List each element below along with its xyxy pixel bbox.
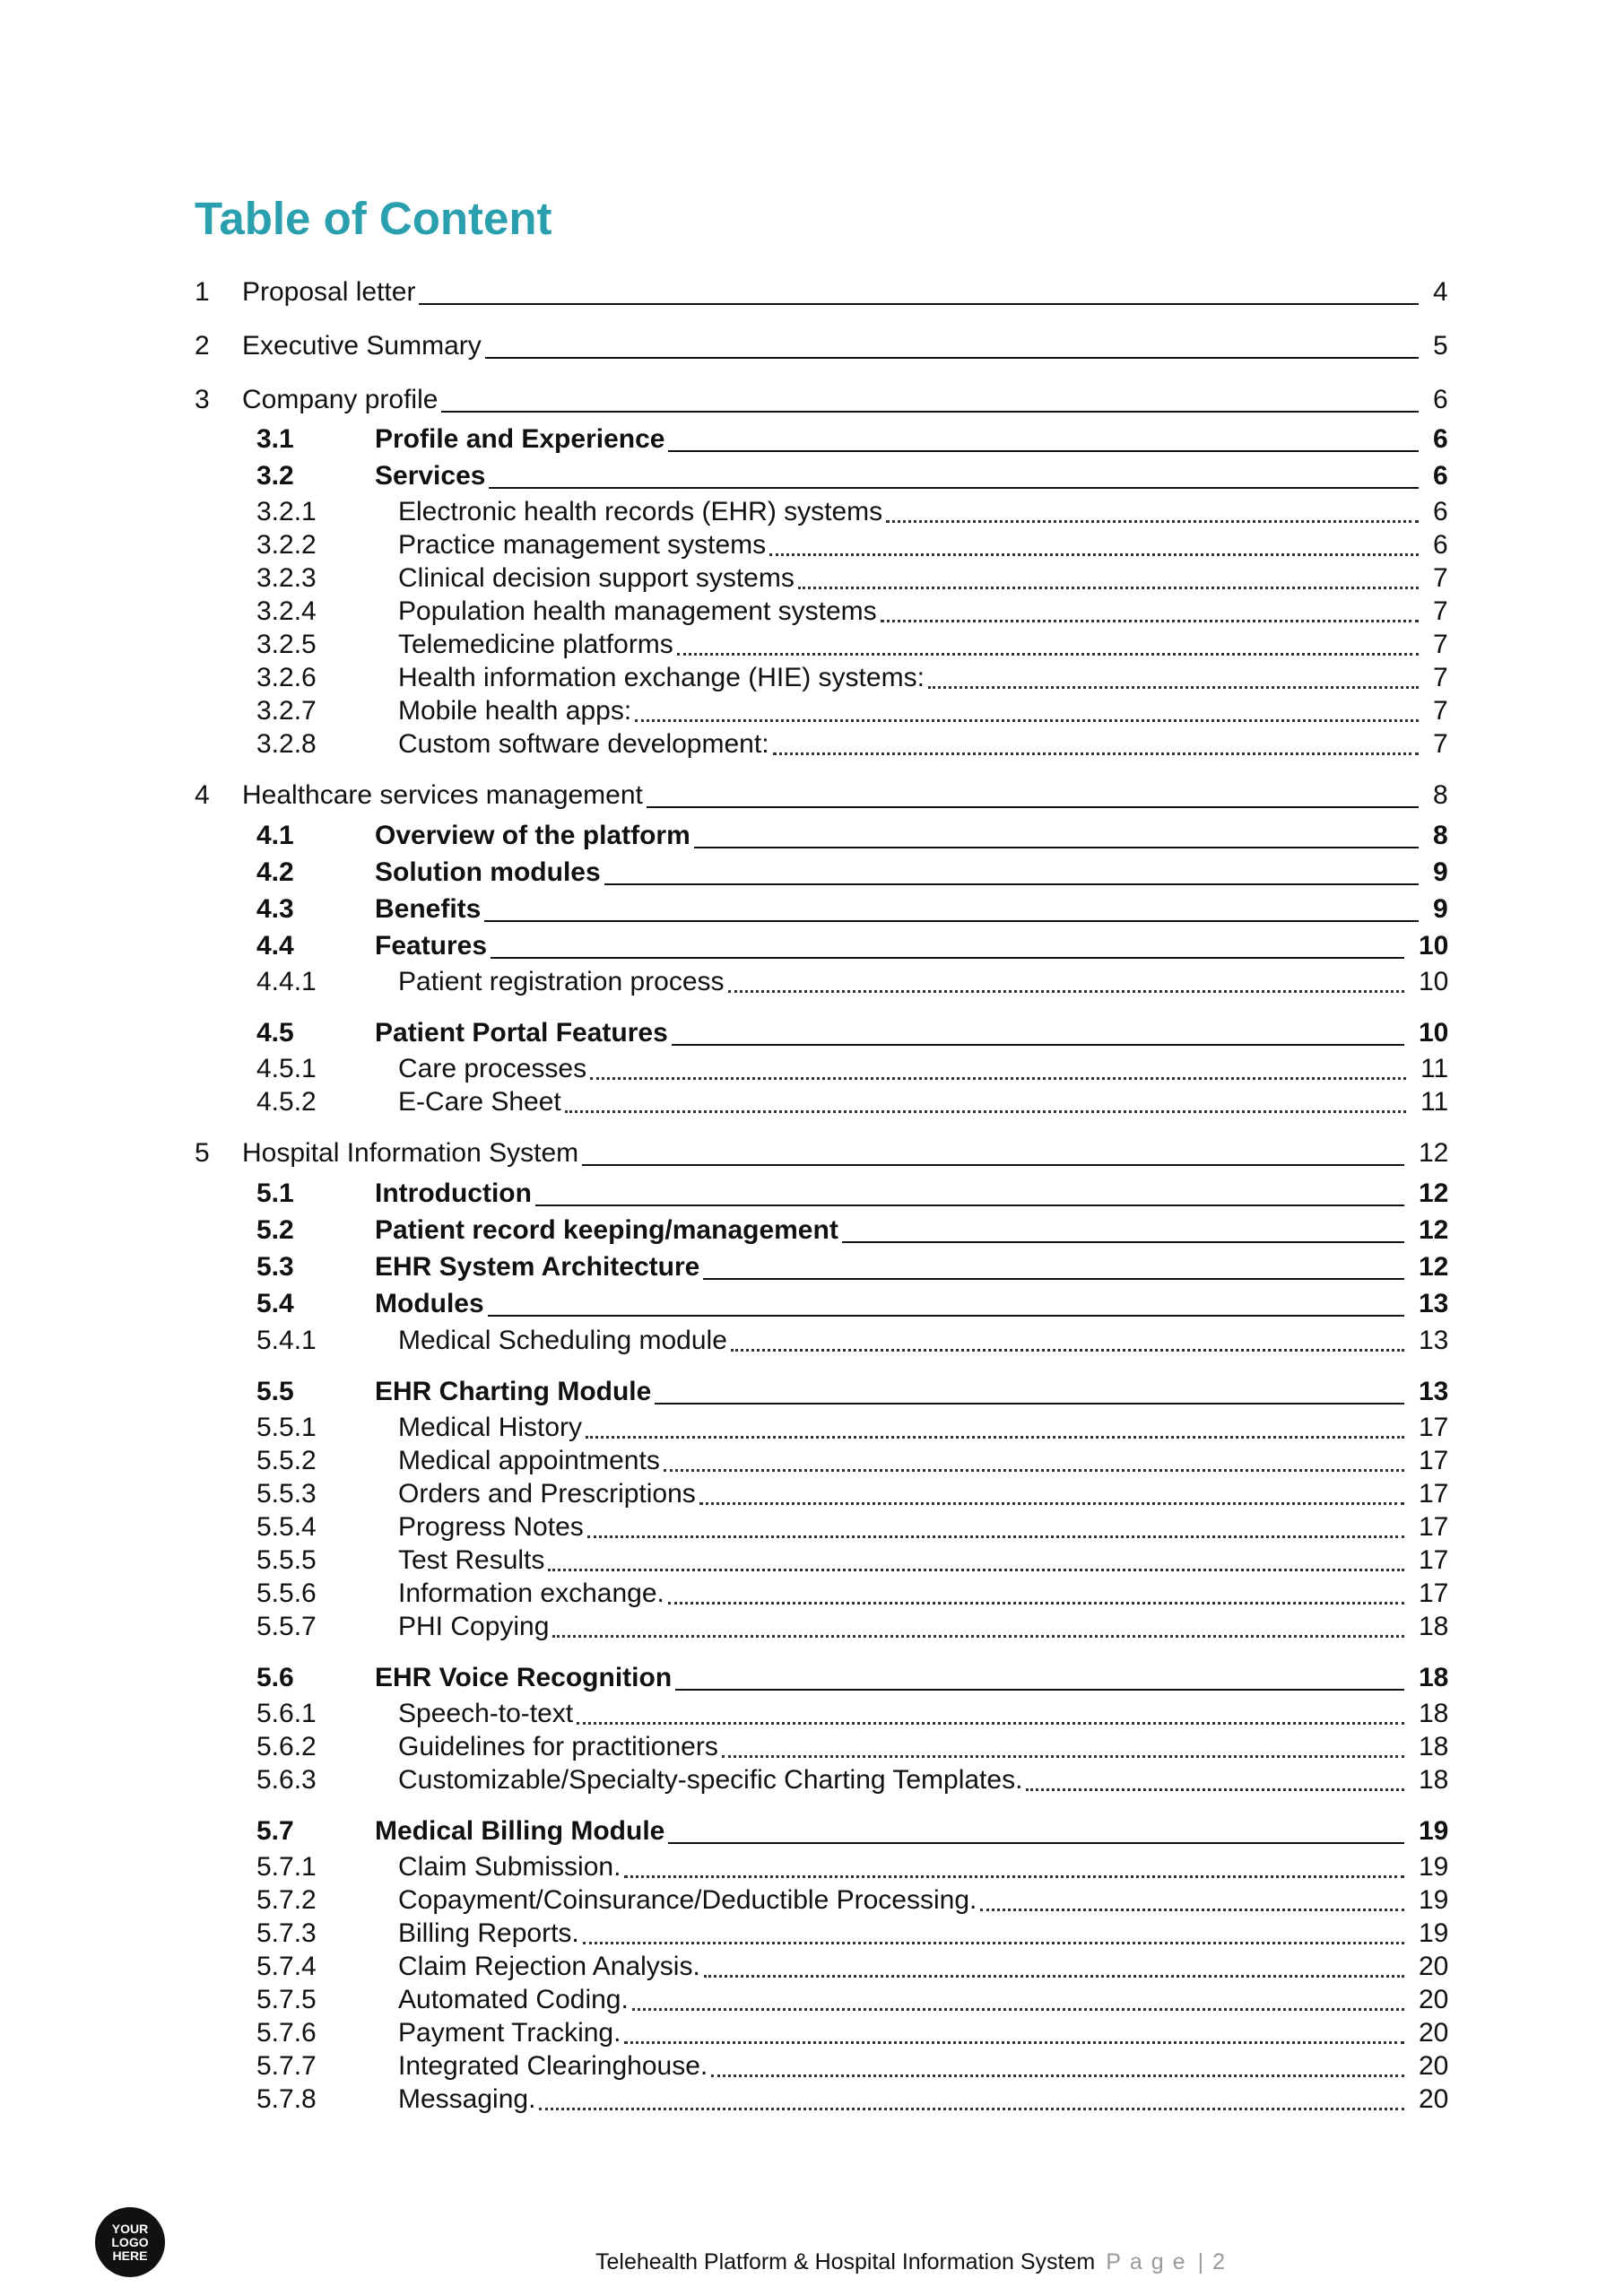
toc-entry-title: Healthcare services management — [242, 780, 643, 810]
toc-entry-number: 3.1 — [256, 424, 294, 454]
toc-entry-page: 12 — [1419, 1138, 1449, 1168]
toc-entry-leader — [582, 1137, 1404, 1166]
toc-entry-page: 9 — [1433, 894, 1448, 924]
toc-entry-page: 11 — [1420, 1054, 1449, 1083]
toc-entry-number: 5.3 — [256, 1252, 294, 1282]
toc-entry[interactable] — [0, 1214, 1624, 1247]
toc-entry-number: 5.2 — [256, 1215, 294, 1245]
toc-entry[interactable] — [0, 1764, 1624, 1796]
toc-entry-page: 8 — [1433, 821, 1448, 850]
toc-entry-number: 4.4.1 — [256, 967, 317, 996]
toc-entry[interactable] — [0, 1851, 1624, 1883]
toc-entry-number: 5.7.5 — [256, 1985, 317, 2014]
toc-entry-page: 18 — [1419, 1612, 1449, 1641]
toc-entry-number: 5.5.5 — [256, 1545, 317, 1575]
toc-entry-page: 20 — [1419, 2018, 1449, 2048]
toc-entry-page: 18 — [1419, 1699, 1449, 1728]
toc-entry-number: 5.6.3 — [256, 1765, 317, 1795]
toc-entry-leader — [928, 662, 1419, 689]
toc-entry-number: 3.2.2 — [256, 530, 317, 560]
toc-entry[interactable] — [0, 1662, 1624, 1694]
toc-entry-title: Modules — [375, 1289, 484, 1318]
toc-entry-number: 4.2 — [256, 857, 294, 887]
toc-entry-leader — [484, 893, 1419, 922]
toc-entry-title: Medical Scheduling module — [398, 1326, 727, 1355]
toc-entry-leader — [711, 2050, 1404, 2077]
toc-entry-number: 5.7.6 — [256, 2018, 317, 2048]
toc-entry-title: Overview of the platform — [375, 821, 690, 850]
toc-entry-page: 9 — [1433, 857, 1448, 887]
toc-entry-title: Billing Reports. — [398, 1918, 579, 1948]
toc-entry[interactable] — [0, 966, 1624, 998]
toc-entry[interactable] — [0, 1578, 1624, 1610]
toc-entry[interactable] — [0, 2083, 1624, 2116]
toc-entry-number: 5.7 — [256, 1816, 294, 1846]
toc-entry-title: Customizable/Specialty-specific Charting Templates. — [398, 1765, 1023, 1795]
toc-entry-title: Services — [375, 461, 486, 491]
toc-entry-leader — [604, 857, 1419, 885]
toc-entry-page: 18 — [1419, 1732, 1449, 1761]
toc-entry-page: 6 — [1433, 497, 1448, 526]
toc-entry-number: 5.4 — [256, 1289, 294, 1318]
toc-entry-leader — [488, 1288, 1404, 1317]
toc-entry-page: 17 — [1419, 1479, 1449, 1509]
toc-entry-leader — [842, 1214, 1404, 1243]
toc-entry-title: Solution modules — [375, 857, 601, 887]
toc-entry-leader — [635, 695, 1419, 722]
toc-entry-title: Patient record keeping/management — [375, 1215, 838, 1245]
toc-entry[interactable] — [0, 562, 1624, 595]
toc-entry-leader — [668, 1578, 1404, 1605]
toc-entry[interactable] — [0, 2050, 1624, 2083]
toc-entry-leader — [668, 423, 1419, 452]
toc-entry[interactable] — [0, 728, 1624, 761]
toc-entry-title: Electronic health records (EHR) systems — [398, 497, 883, 526]
toc-entry-leader — [699, 1478, 1404, 1505]
toc-entry[interactable] — [0, 1544, 1624, 1577]
toc-entry-number: 5.5.4 — [256, 1512, 317, 1542]
toc-entry-page: 19 — [1419, 1816, 1449, 1846]
toc-entry-page: 4 — [1433, 277, 1448, 307]
toc-entry-leader — [668, 1815, 1404, 1844]
toc-entry-page: 13 — [1419, 1326, 1449, 1355]
toc-entry[interactable] — [0, 1288, 1624, 1320]
toc-entry-leader — [704, 1951, 1404, 1978]
toc-entry[interactable] — [0, 1376, 1624, 1408]
toc-entry-leader — [586, 1412, 1404, 1439]
toc-entry[interactable] — [0, 695, 1624, 727]
toc-entry-leader — [535, 1178, 1404, 1206]
toc-entry-page: 17 — [1419, 1413, 1449, 1442]
toc-entry[interactable] — [0, 1445, 1624, 1477]
toc-entry-page: 19 — [1419, 1852, 1449, 1882]
toc-entry-number: 3.2.1 — [256, 497, 317, 526]
toc-entry[interactable] — [0, 1731, 1624, 1763]
toc-entry-number: 5.7.3 — [256, 1918, 317, 1948]
toc-entry-page: 17 — [1419, 1578, 1449, 1608]
toc-entry-leader — [548, 1544, 1404, 1571]
logo-badge — [95, 2207, 165, 2277]
toc-entry-number: 3.2 — [256, 461, 294, 491]
toc-entry-number: 5.7.4 — [256, 1952, 317, 1981]
toc-entry-number: 4.4 — [256, 931, 294, 961]
toc-entry-number: 5.6.1 — [256, 1699, 317, 1728]
toc-entry-number: 3.2.6 — [256, 663, 317, 692]
toc-entry-title: Test Results — [398, 1545, 545, 1575]
toc-entry[interactable] — [0, 1017, 1624, 1049]
toc-entry-title: Introduction — [375, 1178, 532, 1208]
toc-entry-title: Practice management systems — [398, 530, 767, 560]
toc-entry[interactable] — [0, 1511, 1624, 1544]
toc-entry-page: 13 — [1419, 1377, 1449, 1406]
toc-entry[interactable] — [0, 1325, 1624, 1357]
toc-entry-page: 6 — [1433, 424, 1448, 454]
toc-entry-number: 1 — [195, 277, 210, 307]
toc-entry-leader — [647, 779, 1419, 808]
toc-entry-leader — [703, 1251, 1404, 1280]
toc-entry-leader — [675, 1662, 1404, 1691]
toc-entry-leader — [489, 460, 1419, 489]
toc-entry-number: 5.6.2 — [256, 1732, 317, 1761]
toc-entry[interactable] — [0, 1984, 1624, 2016]
toc-entry-leader — [491, 930, 1404, 959]
toc-entry-title: Features — [375, 931, 488, 961]
toc-entry-title: EHR System Architecture — [375, 1252, 700, 1282]
toc-entry-page: 11 — [1420, 1087, 1449, 1117]
toc-title: Table of Content — [195, 193, 552, 244]
toc-entry-title: Medical History — [398, 1413, 583, 1442]
toc-entry-leader — [1026, 1764, 1404, 1791]
toc-entry-number: 3.2.4 — [256, 596, 317, 626]
toc-entry-leader — [577, 1698, 1404, 1725]
toc-entry[interactable] — [0, 1086, 1624, 1118]
toc-entry-leader — [552, 1611, 1404, 1638]
toc-entry-page: 12 — [1419, 1178, 1449, 1208]
toc-entry[interactable] — [0, 529, 1624, 561]
toc-entry[interactable] — [0, 1053, 1624, 1085]
toc-entry-page: 18 — [1419, 1765, 1449, 1795]
toc-entry-title: Custom software development: — [398, 729, 769, 759]
toc-entry[interactable] — [0, 384, 1624, 416]
toc-entry[interactable] — [0, 460, 1624, 492]
toc-entry-page: 19 — [1419, 1918, 1449, 1948]
toc-entry-leader — [590, 1053, 1406, 1080]
toc-entry-title: Patient Portal Features — [375, 1018, 668, 1048]
toc-entry-number: 4.1 — [256, 821, 294, 850]
toc-entry-page: 7 — [1433, 630, 1448, 659]
toc-entry[interactable] — [0, 1478, 1624, 1510]
toc-entry[interactable] — [0, 1884, 1624, 1917]
logo-line: LOGO — [111, 2234, 149, 2249]
toc-entry-leader — [587, 1511, 1404, 1538]
toc-entry-title: Executive Summary — [242, 331, 482, 361]
footer-page-word: Page — [1106, 2249, 1194, 2274]
toc-entry-number: 5 — [195, 1138, 210, 1168]
toc-entry-title: Medical appointments — [398, 1446, 660, 1475]
footer-separator: | — [1197, 2249, 1204, 2274]
toc-entry-leader — [886, 496, 1419, 523]
toc-entry-title: Claim Rejection Analysis. — [398, 1952, 700, 1981]
toc-entry-leader — [773, 728, 1419, 755]
page-footer — [595, 2249, 1225, 2275]
toc-entry-title: Payment Tracking. — [398, 2018, 621, 2048]
toc-entry-number: 5.7.7 — [256, 2051, 317, 2081]
toc-entry-title: PHI Copying — [398, 1612, 550, 1641]
toc-entry-page: 6 — [1433, 461, 1448, 491]
toc-entry[interactable] — [0, 1412, 1624, 1444]
toc-entry[interactable] — [0, 779, 1624, 812]
toc-entry-number: 3.2.5 — [256, 630, 317, 659]
toc-entry-page: 12 — [1419, 1215, 1449, 1245]
toc-entry[interactable] — [0, 820, 1624, 852]
toc-entry-title: Copayment/Coinsurance/Deductible Processing. — [398, 1885, 977, 1915]
toc-entry-title: Progress Notes — [398, 1512, 584, 1542]
toc-entry[interactable] — [0, 1611, 1624, 1643]
toc-entry-leader — [664, 1445, 1404, 1472]
toc-entry-leader — [722, 1731, 1404, 1758]
toc-entry-number: 4.3 — [256, 894, 294, 924]
toc-entry[interactable] — [0, 596, 1624, 628]
toc-entry-title: Information exchange. — [398, 1578, 664, 1608]
toc-entry-leader — [980, 1884, 1404, 1911]
toc-entry-leader — [539, 2083, 1404, 2110]
toc-entry[interactable] — [0, 893, 1624, 926]
toc-entry-title: Automated Coding. — [398, 1985, 629, 2014]
toc-entry-title: Telemedicine platforms — [398, 630, 673, 659]
toc-entry-number: 4 — [195, 780, 210, 810]
toc-entry-page: 7 — [1433, 729, 1448, 759]
logo-line: HERE — [112, 2248, 148, 2263]
toc-entry-leader — [769, 529, 1419, 556]
toc-entry-number: 3.2.3 — [256, 563, 317, 593]
toc-entry-page: 10 — [1419, 967, 1449, 996]
toc-entry[interactable] — [0, 1918, 1624, 1950]
toc-entry-number: 5.5.6 — [256, 1578, 317, 1608]
toc-entry-page: 17 — [1419, 1512, 1449, 1542]
toc-entry-page: 10 — [1419, 1018, 1449, 1048]
toc-entry-title: Hospital Information System — [242, 1138, 579, 1168]
toc-entry-title: Company profile — [242, 385, 439, 414]
toc-entry[interactable] — [0, 1698, 1624, 1730]
toc-entry-number: 5.1 — [256, 1178, 294, 1208]
toc-entry[interactable] — [0, 662, 1624, 694]
toc-entry-number: 5.7.1 — [256, 1852, 317, 1882]
toc-entry-leader — [485, 330, 1419, 359]
toc-entry-page: 12 — [1419, 1252, 1449, 1282]
toc-entry[interactable] — [0, 857, 1624, 889]
footer-document-title: Telehealth Platform & Hospital Information System — [595, 2249, 1096, 2274]
toc-entry-number: 5.7.8 — [256, 2084, 317, 2114]
toc-entry-number: 4.5 — [256, 1018, 294, 1048]
toc-entry-page: 20 — [1419, 1952, 1449, 1981]
toc-entry-title: EHR Charting Module — [375, 1377, 652, 1406]
toc-entry-title: Mobile health apps: — [398, 696, 632, 726]
logo-line: YOUR — [111, 2221, 149, 2236]
toc-entry-page: 19 — [1419, 1885, 1449, 1915]
toc-entry-page: 7 — [1433, 563, 1448, 593]
toc-entry-title: Profile and Experience — [375, 424, 665, 454]
toc-entry-page: 5 — [1433, 331, 1448, 361]
toc-entry-leader — [881, 596, 1419, 622]
toc-entry[interactable] — [0, 1178, 1624, 1210]
toc-entry-number: 3.2.8 — [256, 729, 317, 759]
toc-entry-title: E-Care Sheet — [398, 1087, 561, 1117]
toc-entry-leader — [655, 1376, 1404, 1405]
toc-entry-page: 6 — [1433, 385, 1448, 414]
toc-entry-leader — [624, 1851, 1404, 1878]
toc-entry-title: Messaging. — [398, 2084, 536, 2114]
toc-entry[interactable] — [0, 496, 1624, 528]
toc-entry-page: 13 — [1419, 1289, 1449, 1318]
toc-entry-number: 2 — [195, 331, 210, 361]
toc-entry-number: 4.5.1 — [256, 1054, 317, 1083]
toc-entry-title: Patient registration process — [398, 967, 725, 996]
toc-entry[interactable] — [0, 1815, 1624, 1848]
toc-entry-page: 18 — [1419, 1663, 1449, 1692]
toc-entry-page: 20 — [1419, 2084, 1449, 2114]
toc-entry-leader — [677, 629, 1419, 656]
toc-entry-leader — [694, 820, 1419, 848]
toc-entry-page: 6 — [1433, 530, 1448, 560]
toc-entry-number: 5.5.3 — [256, 1479, 317, 1509]
toc-entry-number: 5.5 — [256, 1377, 294, 1406]
toc-entry-page: 7 — [1433, 596, 1448, 626]
toc-entry-leader — [731, 1325, 1404, 1352]
toc-entry-leader — [672, 1017, 1404, 1046]
toc-entry-title: Medical Billing Module — [375, 1816, 665, 1846]
toc-entry-title: Benefits — [375, 894, 482, 924]
toc-entry-title: Speech-to-text — [398, 1699, 574, 1728]
toc-entry-leader — [419, 276, 1419, 305]
toc-entry-page: 17 — [1419, 1545, 1449, 1575]
toc-entry[interactable] — [0, 1137, 1624, 1170]
toc-entry[interactable] — [0, 1951, 1624, 1983]
toc-entry[interactable] — [0, 423, 1624, 456]
toc-entry-title: Care processes — [398, 1054, 587, 1083]
toc-entry-leader — [798, 562, 1419, 589]
toc-entry-title: Population health management systems — [398, 596, 877, 626]
toc-entry-number: 5.4.1 — [256, 1326, 317, 1355]
toc-entry-number: 5.7.2 — [256, 1885, 317, 1915]
toc-entry-page: 7 — [1433, 696, 1448, 726]
toc-entry-title: Health information exchange (HIE) systems: — [398, 663, 925, 692]
toc-entry-number: 5.6 — [256, 1663, 294, 1692]
toc-entry-page: 20 — [1419, 1985, 1449, 2014]
toc-entry-number: 5.5.7 — [256, 1612, 317, 1641]
toc-entry-number: 5.5.1 — [256, 1413, 317, 1442]
toc-entry-page: 7 — [1433, 663, 1448, 692]
toc-entry-leader — [441, 384, 1419, 413]
toc-entry-number: 5.5.2 — [256, 1446, 317, 1475]
toc-entry-title: Orders and Prescriptions — [398, 1479, 696, 1509]
toc-entry-title: Guidelines for practitioners — [398, 1732, 718, 1761]
toc-entry-leader — [632, 1984, 1404, 2011]
toc-entry[interactable] — [0, 330, 1624, 362]
toc-entry-title: Clinical decision support systems — [398, 563, 795, 593]
toc-entry[interactable] — [0, 629, 1624, 661]
toc-entry-page: 8 — [1433, 780, 1448, 810]
toc-entry-title: Integrated Clearinghouse. — [398, 2051, 708, 2081]
toc-entry[interactable] — [0, 930, 1624, 962]
toc-entry-number: 4.5.2 — [256, 1087, 317, 1117]
toc-entry-leader — [624, 2017, 1404, 2044]
toc-entry-title: Claim Submission. — [398, 1852, 621, 1882]
toc-entry-leader — [583, 1918, 1404, 1944]
toc-entry-number: 3 — [195, 385, 210, 414]
toc-entry-title: EHR Voice Recognition — [375, 1663, 673, 1692]
toc-entry-page: 17 — [1419, 1446, 1449, 1475]
toc-entry[interactable] — [0, 1251, 1624, 1283]
toc-entry-title: Proposal letter — [242, 277, 416, 307]
toc-entry-leader — [565, 1086, 1406, 1113]
toc-entry-page: 10 — [1419, 931, 1449, 961]
toc-entry[interactable] — [0, 2017, 1624, 2049]
toc-entry-number: 3.2.7 — [256, 696, 317, 726]
footer-page-number: 2 — [1212, 2249, 1225, 2274]
toc-entry[interactable] — [0, 276, 1624, 309]
toc-entry-leader — [728, 966, 1404, 993]
toc-entry-page: 20 — [1419, 2051, 1449, 2081]
